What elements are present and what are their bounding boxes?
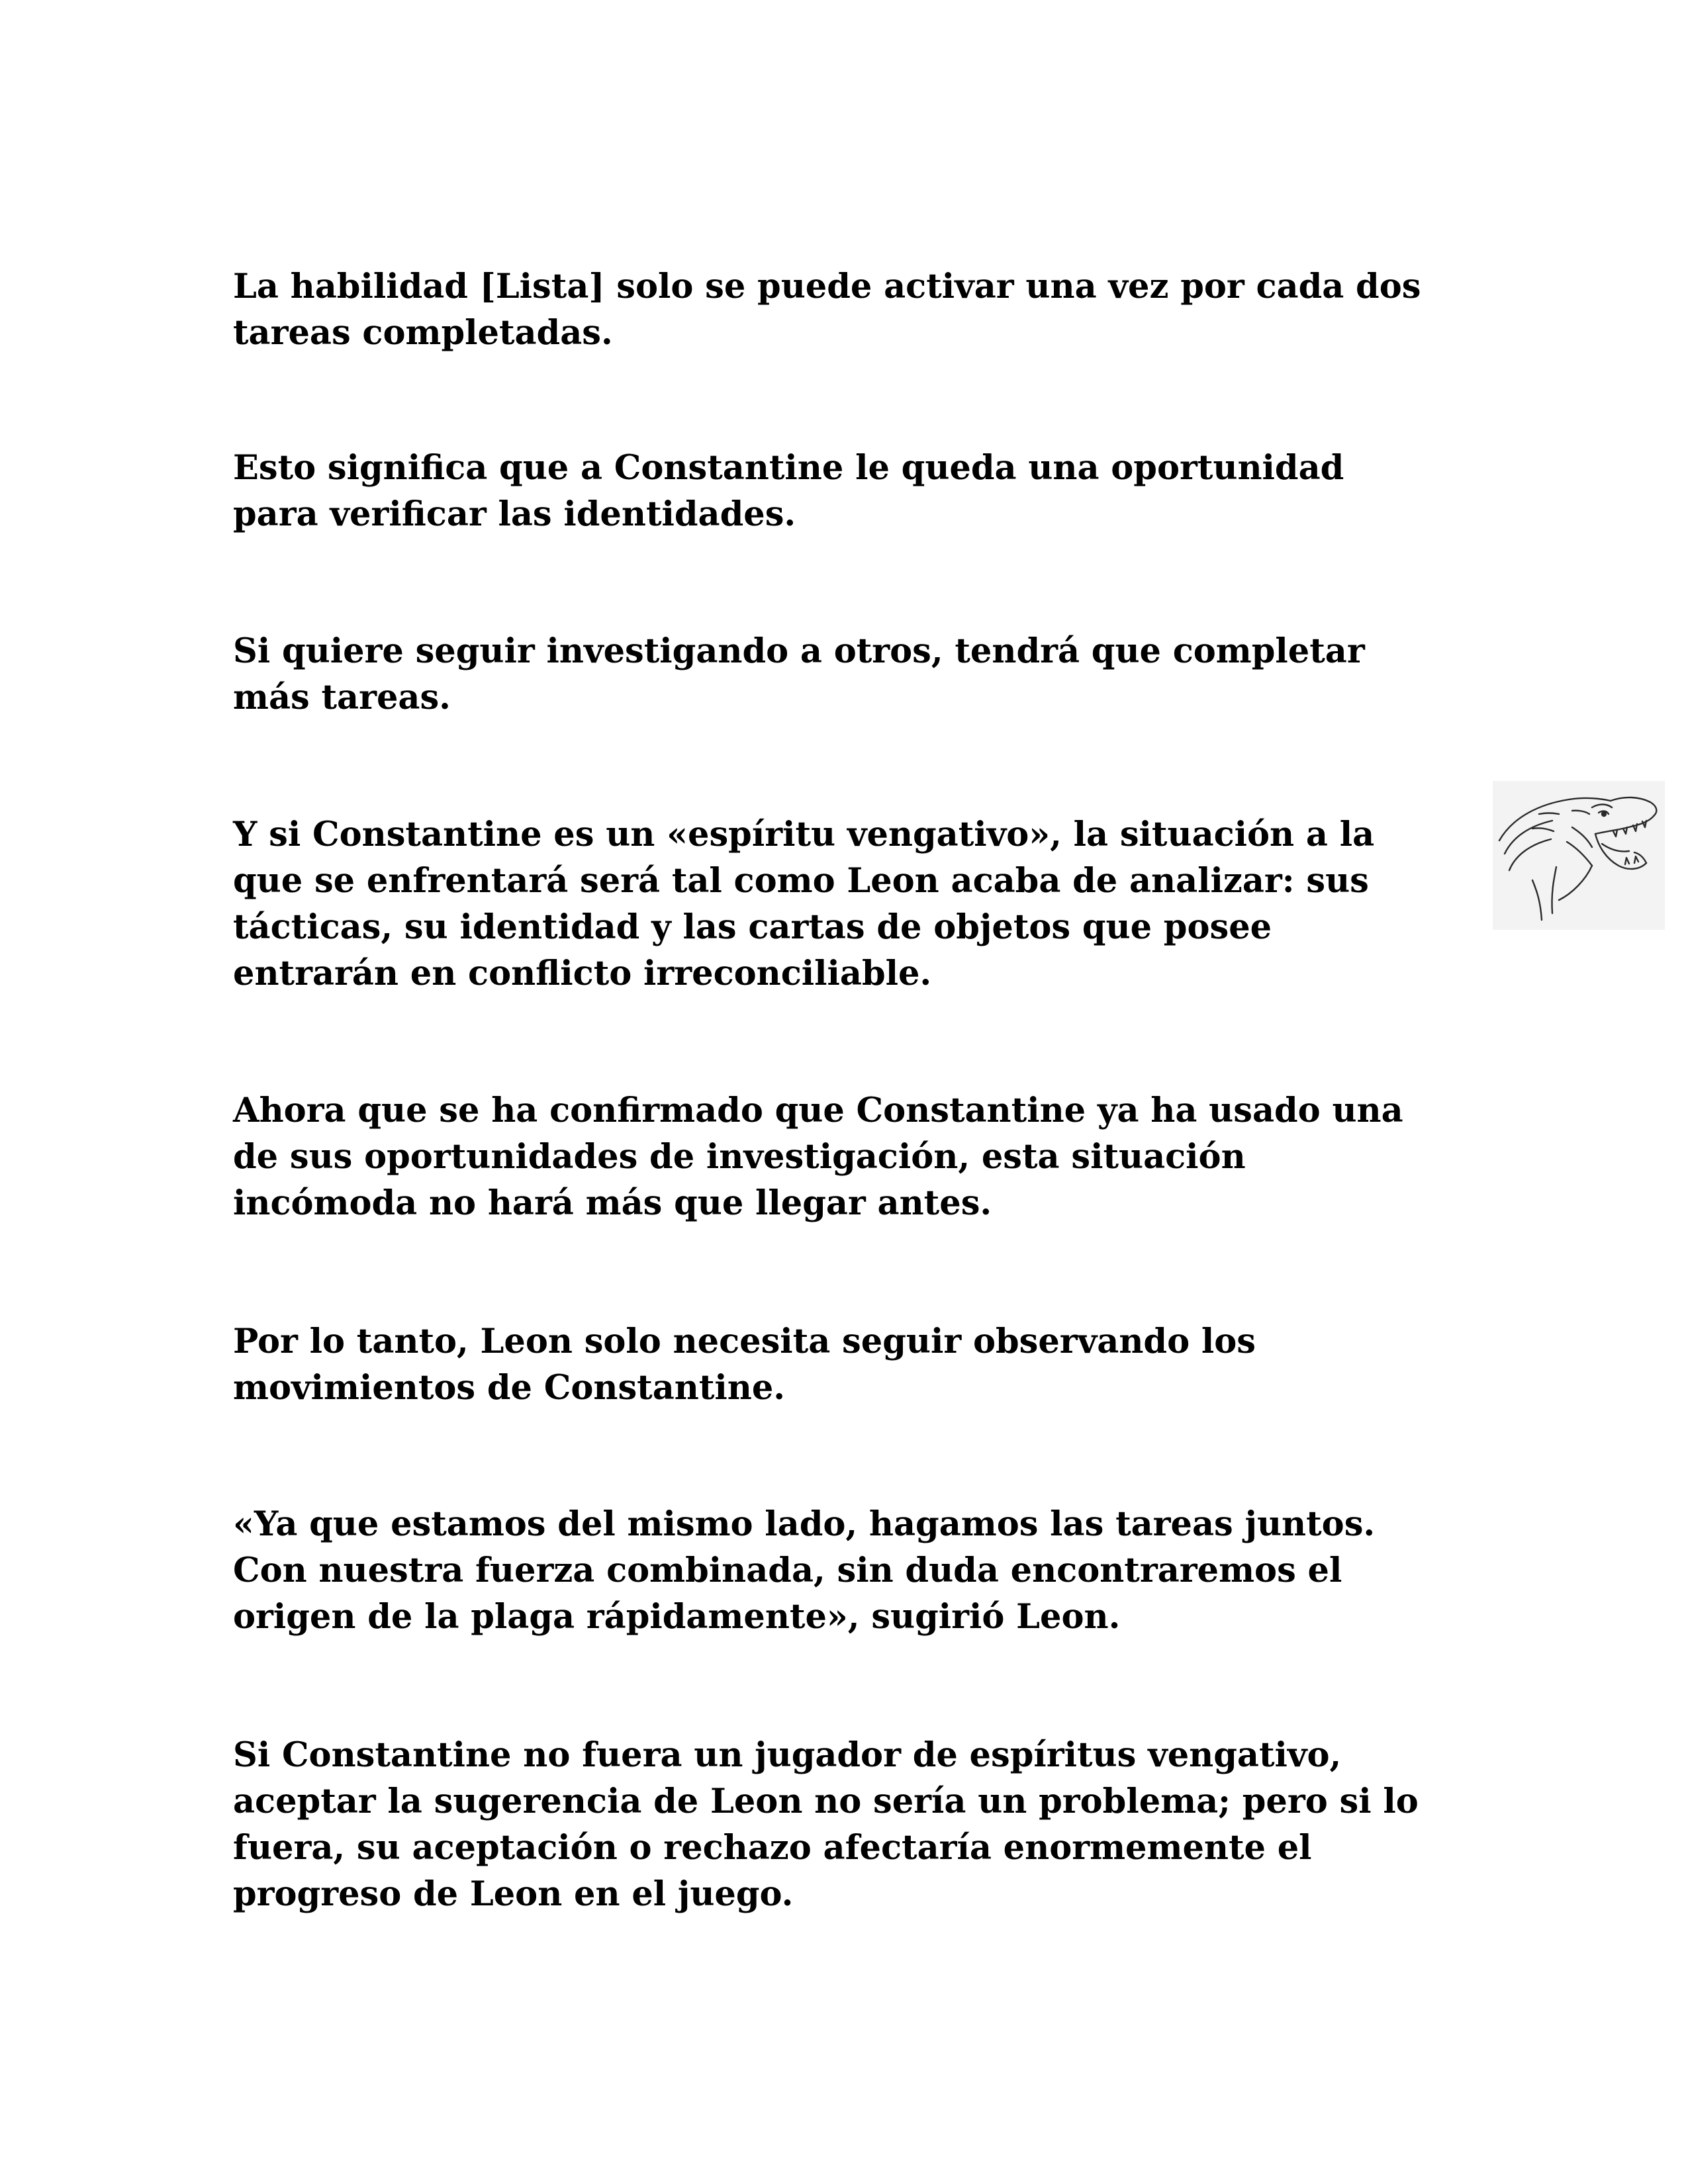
paragraph-7: [233, 1501, 1491, 1640]
paragraph-8-line-4: progreso de Leon en el juego.: [233, 1874, 794, 1914]
paragraph-5-line-1: Ahora que se ha confirmado que Constantine ya ha usado una: [233, 1091, 1403, 1130]
paragraph-7-line-3: origen de la plaga rápidamente», sugirió Leon.: [233, 1597, 1121, 1637]
paragraph-2-line-2: para verificar las identidades.: [233, 494, 796, 534]
paragraph-8-line-1: Si Constantine no fuera un jugador de espíritus vengativo,: [233, 1735, 1342, 1775]
dinosaur-head-sketch-icon: [1493, 781, 1665, 930]
paragraph-7-line-1: «Ya que estamos del mismo lado, hagamos las tareas juntos.: [233, 1504, 1376, 1544]
paragraph-6: [233, 1318, 1491, 1411]
paragraph-8-line-2: aceptar la sugerencia de Leon no sería un problema; pero si lo: [233, 1782, 1419, 1821]
paragraph-5: [233, 1087, 1491, 1226]
paragraph-4-line-1: Y si Constantine es un «espíritu vengativo», la situación a la: [233, 815, 1375, 854]
paragraph-3-line-1: Si quiere seguir investigando a otros, tendrá que completar: [233, 631, 1365, 671]
paragraph-1: [233, 263, 1491, 356]
paragraph-4: [233, 811, 1491, 997]
paragraph-4-line-2: que se enfrentará será tal como Leon acaba de analizar: sus: [233, 861, 1369, 901]
paragraph-7-line-2: Con nuestra fuerza combinada, sin duda encontraremos el: [233, 1551, 1342, 1590]
paragraph-3: [233, 628, 1491, 721]
paragraph-1-line-2: tareas completadas.: [233, 313, 613, 353]
paragraph-6-line-2: movimientos de Constantine.: [233, 1368, 786, 1408]
paragraph-3-line-2: más tareas.: [233, 678, 451, 717]
paragraph-1-line-1: La habilidad [Lista] solo se puede activar una vez por cada dos: [233, 267, 1421, 306]
paragraph-4-line-3: tácticas, su identidad y las cartas de objetos que posee: [233, 907, 1272, 947]
paragraph-2: [233, 445, 1491, 537]
paragraph-6-line-1: Por lo tanto, Leon solo necesita seguir observando los: [233, 1322, 1256, 1361]
paragraph-5-line-3: incómoda no hará más que llegar antes.: [233, 1183, 992, 1223]
paragraph-8: [233, 1732, 1491, 1917]
paragraph-4-line-4: entrarán en conflicto irreconciliable.: [233, 954, 932, 993]
paragraph-2-line-1: Esto significa que a Constantine le queda una oportunidad: [233, 448, 1344, 488]
paragraph-5-line-2: de sus oportunidades de investigación, esta situación: [233, 1137, 1246, 1177]
paragraph-8-line-3: fuera, su aceptación o rechazo afectaría enormemente el: [233, 1828, 1312, 1868]
